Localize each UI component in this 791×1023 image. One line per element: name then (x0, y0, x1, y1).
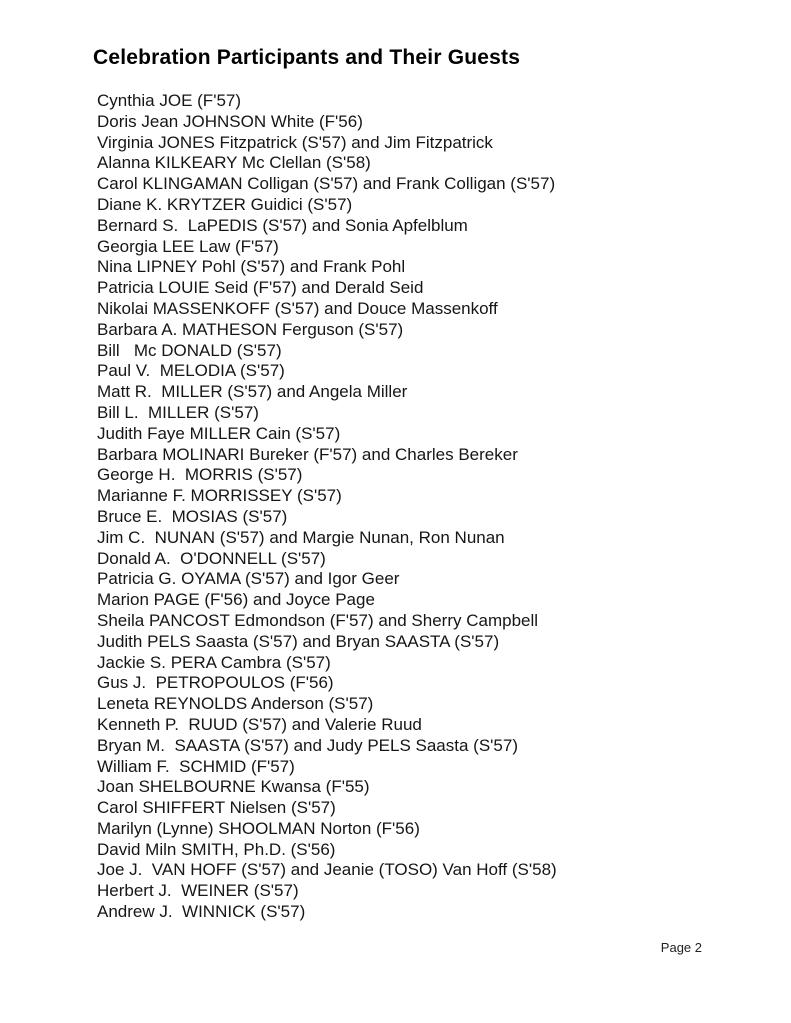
participant-line: Leneta REYNOLDS Anderson (S'57) (97, 694, 374, 714)
page-number: Page 2 (660, 940, 702, 955)
participant-line: Carol KLINGAMAN Colligan (S'57) and Frank Colligan (S'57) (97, 174, 556, 194)
participant-line: Nina LIPNEY Pohl (S'57) and Frank Pohl (97, 257, 406, 277)
participant-line: Virginia JONES Fitzpatrick (S'57) and Jim Fitzpatrick (97, 132, 493, 152)
participant-line: Donald A. O'DONNELL (S'57) (97, 548, 326, 568)
participant-line: Patricia LOUIE Seid (F'57) and Derald Seid (97, 278, 424, 298)
participant-line: Joe J. VAN HOFF (S'57) and Jeanie (TOSO) Van Hoff (S'58) (97, 860, 557, 880)
participant-line: George H. MORRIS (S'57) (97, 465, 303, 485)
participant-line: Bill L. MILLER (S'57) (97, 402, 259, 422)
participant-line: Jackie S. PERA Cambra (S'57) (97, 652, 331, 672)
participant-line: Alanna KILKEARY Mc Clellan (S'58) (97, 153, 371, 173)
participant-line: Andrew J. WINNICK (S'57) (97, 902, 306, 922)
participant-line: Marion PAGE (F'56) and Joyce Page (97, 590, 375, 610)
participant-line: Nikolai MASSENKOFF (S'57) and Douce Massenkoff (97, 298, 498, 318)
participant-line: Bill Mc DONALD (S'57) (97, 340, 282, 360)
participant-line: Herbert J. WEINER (S'57) (97, 881, 299, 901)
participant-line: Marianne F. MORRISSEY (S'57) (97, 486, 342, 506)
participant-line: Kenneth P. RUUD (S'57) and Valerie Ruud (97, 714, 422, 734)
participant-line: Bernard S. LaPEDIS (S'57) and Sonia Apfelblum (97, 215, 468, 235)
participant-line: Bryan M. SAASTA (S'57) and Judy PELS Saasta (S'57) (97, 735, 518, 755)
participant-list (97, 91, 557, 923)
participant-line: Barbara A. MATHESON Ferguson (S'57) (97, 319, 404, 339)
participant-line: David Miln SMITH, Ph.D. (S'56) (97, 839, 336, 859)
participant-line: Jim C. NUNAN (S'57) and Margie Nunan, Ron Nunan (97, 527, 505, 547)
participant-line: Carol SHIFFERT Nielsen (S'57) (97, 798, 336, 818)
participant-line: Georgia LEE Law (F'57) (97, 236, 279, 256)
participant-line: Sheila PANCOST Edmondson (F'57) and Sherry Campbell (97, 610, 539, 630)
participant-line: Marilyn (Lynne) SHOOLMAN Norton (F'56) (97, 818, 420, 838)
participant-line: Judith Faye MILLER Cain (S'57) (97, 423, 341, 443)
participant-line: Patricia G. OYAMA (S'57) and Igor Geer (97, 569, 400, 589)
participant-line: Paul V. MELODIA (S'57) (97, 361, 285, 381)
participant-line: Joan SHELBOURNE Kwansa (F'55) (97, 777, 370, 797)
participant-line: Diane K. KRYTZER Guidici (S'57) (97, 194, 353, 214)
participant-line: Judith PELS Saasta (S'57) and Bryan SAASTA (S'57) (97, 631, 500, 651)
participant-line: Bruce E. MOSIAS (S'57) (97, 506, 288, 526)
document-title: Celebration Participants and Their Guests (93, 46, 521, 69)
participant-line: William F. SCHMID (F'57) (97, 756, 295, 776)
participant-line: Doris Jean JOHNSON White (F'56) (97, 111, 363, 131)
participant-line: Gus J. PETROPOULOS (F'56) (97, 673, 334, 693)
participant-line: Cynthia JOE (F'57) (97, 91, 242, 110)
participant-line: Barbara MOLINARI Bureker (F'57) and Charles Bereker (97, 444, 518, 464)
participant-line: Matt R. MILLER (S'57) and Angela Miller (97, 382, 408, 402)
